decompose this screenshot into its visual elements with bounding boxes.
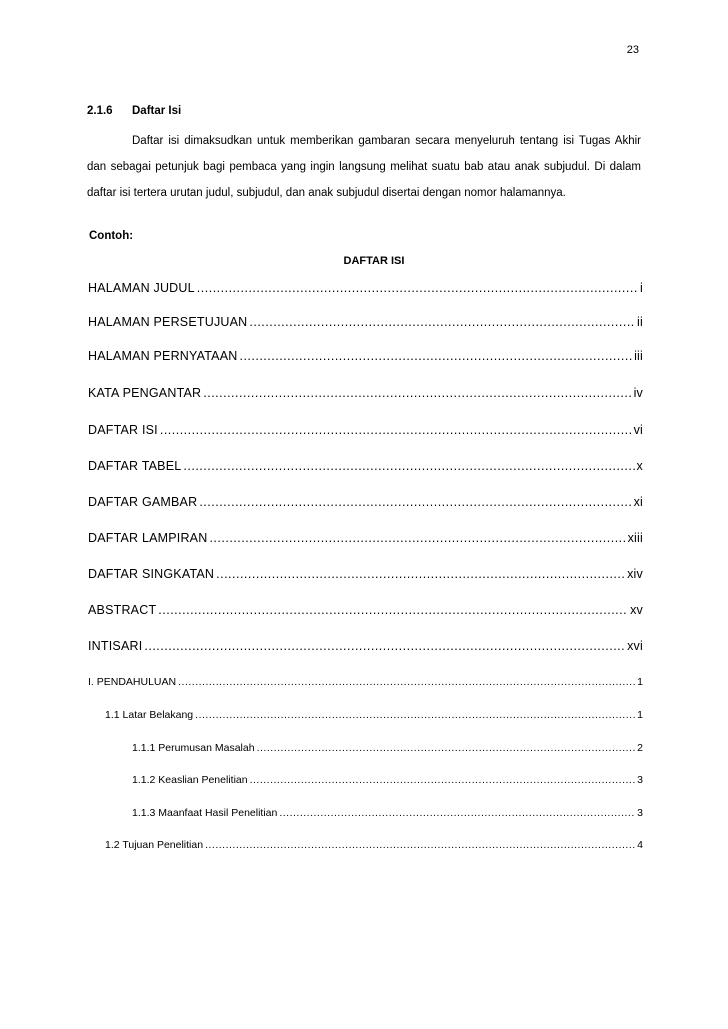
dot-leader [249,315,635,329]
toc-entry-abstract [88,603,643,621]
toc-entry-label: 1.1.1 Perumusan Masalah [132,742,255,754]
example-label: Contoh: [89,230,134,242]
toc-entry-manfaat-hasil-penelitian [132,807,643,823]
toc-entry-label: DAFTAR LAMPIRAN [88,531,208,545]
section-heading [87,105,181,117]
toc-entry-page: xiii [627,531,643,545]
toc-entry-label: KATA PENGANTAR [88,386,202,400]
dot-leader [250,774,636,786]
toc-entry-halaman-persetujuan [88,315,643,333]
toc-entry-halaman-judul [88,281,643,299]
toc-title: DAFTAR ISI [343,255,405,267]
body-paragraph: Daftar isi dimaksudkan untuk memberikan gambaran secara menyeluruh tentang isi Tugas Akhir dan sebagai petunjuk bagi pembaca yang ingin langsung melihat suatu bab atau anak subjudul. Di dalam daftar isi tertera urutan judul, subjudul, dan anak subjudul disertai dengan nomor halamannya. [87,135,641,199]
dot-leader [178,676,635,688]
toc-entry-label: DAFTAR ISI [88,423,158,437]
toc-entry-page: xvi [627,639,643,653]
dot-leader [216,567,625,581]
toc-entry-page: x [636,459,643,473]
toc-entry-label: HALAMAN PERSETUJUAN [88,315,248,329]
toc-entry-page: 3 [637,807,643,819]
toc-entry-keaslian-penelitian [132,774,643,790]
toc-entry-page: 2 [637,742,643,754]
toc-entry-page: iv [633,386,643,400]
dot-leader [209,531,625,545]
dot-leader [158,603,628,617]
dot-leader [195,709,635,721]
dot-leader [205,839,635,851]
toc-entry-label: DAFTAR TABEL [88,459,182,473]
toc-entry-label: 1.1.3 Maanfaat Hasil Penelitian [132,807,278,819]
toc-entry-intisari [88,639,643,657]
toc-entry-label: DAFTAR SINGKATAN [88,567,215,581]
toc-entry-daftar-gambar [88,495,643,513]
toc-entry-daftar-singkatan [88,567,643,585]
section-number: 2.1.6 [87,105,113,117]
dot-leader [257,742,636,754]
toc-entry-label: 1.1.2 Keaslian Penelitian [132,774,248,786]
toc-entry-label: INTISARI [88,639,143,653]
toc-entry-tujuan-penelitian [105,839,643,855]
toc-entry-label: I. PENDAHULUAN [88,676,177,688]
dot-leader [160,423,632,437]
dot-leader [279,807,635,819]
toc-entry-daftar-isi [88,423,643,441]
toc-entry-pendahuluan [88,676,643,692]
toc-entry-kata-pengantar [88,386,643,404]
dot-leader [183,459,634,473]
dot-leader [144,639,625,653]
section-title: Daftar Isi [132,105,182,117]
toc-entry-halaman-pernyataan [88,349,643,367]
toc-entry-page: ii [637,315,643,329]
toc-entry-latar-belakang [105,709,643,725]
toc-entry-daftar-lampiran [88,531,643,549]
page-number: 23 [626,44,639,56]
toc-entry-daftar-tabel [88,459,643,477]
toc-entry-page: xv [630,603,643,617]
toc-entry-label: DAFTAR GAMBAR [88,495,198,509]
toc-entry-page: 1 [637,709,643,721]
dot-leader [203,386,631,400]
toc-entry-page: 4 [637,839,643,851]
toc-entry-page: xiv [627,567,643,581]
toc-entry-label: ABSTRACT [88,603,157,617]
toc-entry-label: 1.1 Latar Belakang [105,709,194,721]
toc-entry-label: HALAMAN JUDUL [88,281,195,295]
dot-leader [239,349,632,363]
dot-leader [199,495,631,509]
toc-entry-page: vi [633,423,643,437]
dot-leader [197,281,638,295]
toc-entry-page: 3 [637,774,643,786]
toc-entry-label: 1.2 Tujuan Penelitian [105,839,204,851]
toc-entry-page: 1 [637,676,643,688]
toc-entry-page: xi [633,495,643,509]
toc-entry-label: HALAMAN PERNYATAAN [88,349,238,363]
toc-entry-page: i [640,281,643,295]
toc-entry-page: iii [634,349,643,363]
toc-entry-perumusan-masalah [132,742,643,758]
